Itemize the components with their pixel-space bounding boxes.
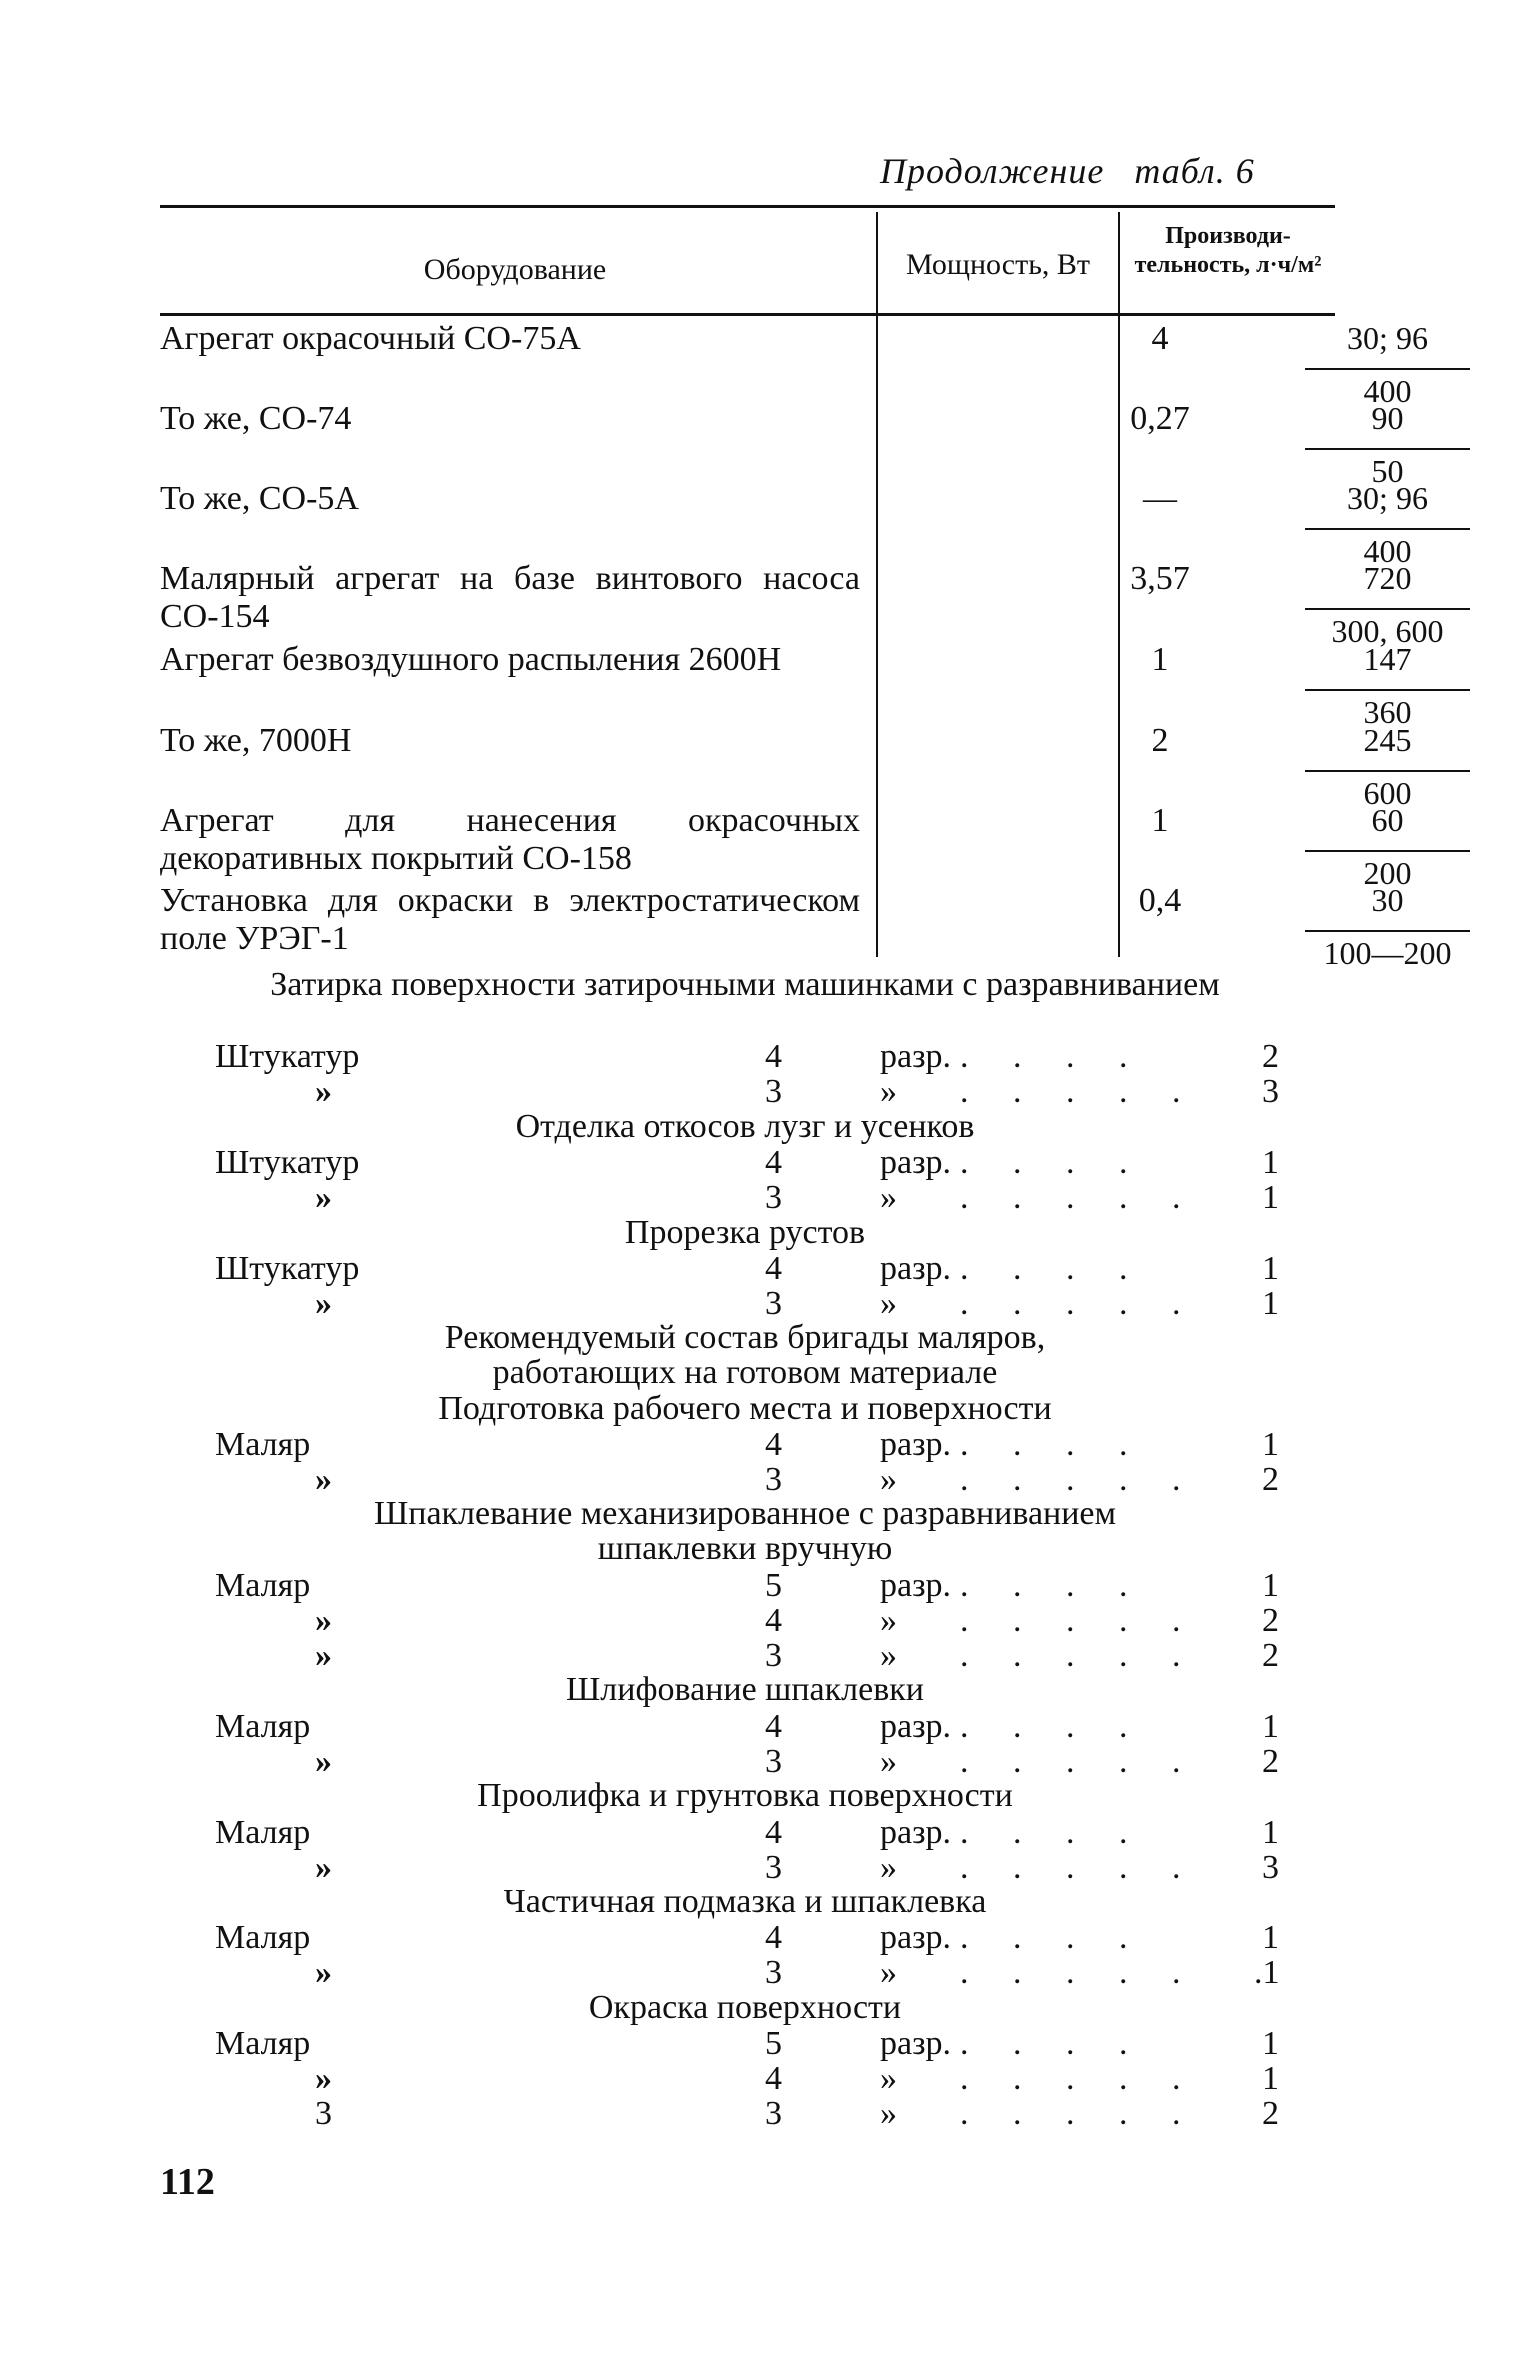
fraction-line: [1305, 689, 1470, 691]
equipment-name: То же, СО-5А: [160, 480, 359, 517]
leader-dots: . . . . .: [960, 1637, 1199, 1674]
equipment-name: Агрегат окрасочный СО-75А: [160, 320, 581, 357]
worker-count: 2: [1262, 1602, 1279, 1639]
worker-name: Маляр: [215, 1814, 311, 1851]
worker-name: Маляр: [215, 1426, 311, 1463]
table-caption: Продолжение табл. 6: [880, 151, 1255, 191]
table-row: [160, 480, 1428, 569]
worker-count: 2: [1262, 1743, 1279, 1780]
worker-row: [0, 1814, 1536, 1849]
leader-dots: . . . . .: [960, 1954, 1199, 1991]
productivity-bottom: 200: [1363, 855, 1412, 891]
table-row: [160, 882, 1452, 971]
fraction-line: [1305, 368, 1470, 370]
worker-name: »: [315, 1954, 332, 1991]
worker-row: [0, 1849, 1536, 1884]
leader-dots: . . . . .: [960, 2060, 1199, 2097]
productivity-bottom: 50: [1371, 453, 1404, 489]
header-bottom-rule: [160, 313, 1335, 316]
worker-count: 2: [1262, 2095, 1279, 2132]
worker-grade: 4: [765, 1708, 782, 1745]
worker-name: »: [315, 1073, 332, 1110]
productivity-top: 30; 96: [1347, 480, 1428, 516]
worker-grade: 3: [765, 1849, 782, 1886]
productivity-top: 90: [1371, 400, 1404, 436]
table-row: [160, 722, 1412, 811]
productivity-bottom: 400: [1363, 533, 1412, 569]
worker-row: [0, 1426, 1536, 1461]
worker-count: 1: [1262, 1250, 1279, 1287]
worker-unit: »: [880, 1179, 897, 1216]
productivity-top: 30: [1371, 882, 1404, 918]
power-value: 1: [1151, 641, 1169, 678]
worker-count: 1: [1262, 1426, 1279, 1463]
worker-unit: »: [880, 1954, 897, 1991]
table-row: [160, 320, 1428, 409]
worker-count: 1: [1262, 2060, 1279, 2097]
leader-dots: . . . . .: [960, 1179, 1199, 1216]
worker-unit: »: [880, 2095, 897, 2132]
section-title: Шпаклевание механизированное с разравниванием шпаклевки вручную: [373, 1495, 1117, 1567]
worker-name: Штукатур: [215, 1038, 360, 1075]
equipment-name: Агрегат для нанесения окрасочных декоративных покрытий СО-158: [160, 802, 860, 877]
power-value: 0,4: [1138, 882, 1182, 919]
worker-unit: »: [880, 1285, 897, 1322]
leader-dots: . . . .: [960, 1814, 1146, 1851]
worker-name: »: [315, 1743, 332, 1780]
leader-dots: . . . . .: [960, 1073, 1199, 1110]
worker-count: 1: [1262, 1144, 1279, 1181]
worker-name: »: [315, 1461, 332, 1498]
worker-count: 1: [1262, 1179, 1279, 1216]
section-title: Рекомендуемый состав бригады маляров, работающих на готовом материале: [444, 1319, 1046, 1391]
worker-row: [0, 1602, 1536, 1637]
power-value: 1: [1151, 802, 1169, 839]
worker-unit: »: [880, 1602, 897, 1639]
section-title: Затирка поверхности затирочными машинками с разравниванием: [270, 966, 1220, 1003]
worker-count: 1: [1262, 2025, 1279, 2062]
worker-unit: разр.: [880, 1567, 952, 1604]
power-value: 3,57: [1130, 560, 1190, 597]
worker-grade: 3: [765, 1285, 782, 1322]
worker-name: Штукатур: [215, 1144, 360, 1181]
worker-grade: 4: [765, 1814, 782, 1851]
section-title: Отделка откосов лузг и усенков: [515, 1108, 975, 1145]
leader-dots: . . . .: [960, 1250, 1146, 1287]
worker-unit: разр.: [880, 1426, 952, 1463]
worker-count: 3: [1262, 1849, 1279, 1886]
worker-name: »: [315, 1179, 332, 1216]
worker-name: »: [315, 1849, 332, 1886]
leader-dots: . . . .: [960, 1567, 1146, 1604]
worker-grade: 4: [765, 1919, 782, 1956]
power-value: 2: [1151, 722, 1169, 759]
equipment-name: Малярный агрегат на базе винтового насоса СО-154: [160, 560, 860, 635]
equipment-name: То же, 7000Н: [160, 722, 352, 759]
worker-row: [0, 1708, 1536, 1743]
worker-unit: разр.: [880, 1038, 952, 1075]
table-row: [160, 802, 1412, 891]
power-value: 0,27: [1130, 400, 1190, 437]
leader-dots: . . . . .: [960, 1602, 1199, 1639]
worker-grade: 4: [765, 1602, 782, 1639]
equipment-name: То же, СО-74: [160, 400, 352, 437]
worker-row: [0, 2060, 1536, 2095]
section-title: Шлифование шпаклевки: [566, 1671, 924, 1708]
worker-unit: разр.: [880, 1814, 952, 1851]
worker-name: Маляр: [215, 2025, 311, 2062]
fraction-line: [1305, 770, 1470, 772]
worker-count: 1: [1262, 1814, 1279, 1851]
worker-name: Маляр: [215, 1567, 311, 1604]
leader-dots: . . . .: [960, 1038, 1146, 1075]
worker-unit: разр.: [880, 2025, 952, 2062]
worker-row: [0, 1461, 1536, 1496]
worker-name: Маляр: [215, 1708, 311, 1745]
worker-count: 1: [1262, 1567, 1279, 1604]
worker-row: [0, 1250, 1536, 1285]
worker-grade: 3: [765, 1073, 782, 1110]
worker-grade: 4: [765, 1144, 782, 1181]
worker-name: »: [315, 1285, 332, 1322]
worker-grade: 3: [765, 1461, 782, 1498]
worker-row: [0, 1567, 1536, 1602]
worker-unit: »: [880, 2060, 897, 2097]
worker-grade: 5: [765, 1567, 782, 1604]
power-value: 4: [1151, 320, 1169, 357]
worker-grade: 3: [765, 2095, 782, 2132]
worker-count: .1: [1254, 1954, 1280, 1991]
section-title: Проолифка и грунтовка поверхности: [477, 1777, 1013, 1814]
worker-row: [0, 1743, 1536, 1778]
leader-dots: . . . . .: [960, 2095, 1199, 2132]
productivity-top: 30; 96: [1347, 320, 1428, 356]
worker-row: [0, 1285, 1536, 1320]
worker-grade: 4: [765, 1038, 782, 1075]
worker-count: 3: [1262, 1073, 1279, 1110]
worker-row: [0, 2025, 1536, 2060]
worker-row: [0, 1038, 1536, 1073]
leader-dots: . . . . .: [960, 1849, 1199, 1886]
table-row: [160, 641, 1412, 730]
worker-unit: разр.: [880, 1919, 952, 1956]
worker-name: »: [315, 1637, 332, 1674]
leader-dots: . . . . .: [960, 1743, 1199, 1780]
worker-name: 3: [315, 2095, 332, 2132]
productivity-bottom: 400: [1363, 373, 1412, 409]
worker-grade: 4: [765, 1250, 782, 1287]
leader-dots: . . . .: [960, 1708, 1146, 1745]
worker-name: »: [315, 2060, 332, 2097]
worker-count: 1: [1262, 1708, 1279, 1745]
header-equipment: Оборудование: [423, 253, 607, 286]
worker-grade: 3: [765, 1637, 782, 1674]
section-title: Подготовка рабочего места и поверхности: [438, 1390, 1052, 1427]
worker-count: 1: [1262, 1285, 1279, 1322]
productivity-top: 245: [1363, 722, 1412, 758]
worker-grade: 4: [765, 1426, 782, 1463]
worker-grade: 5: [765, 2025, 782, 2062]
section-title: Частичная подмазка и шпаклевка: [503, 1883, 987, 1920]
leader-dots: . . . . .: [960, 1461, 1199, 1498]
worker-grade: 3: [765, 1179, 782, 1216]
header-productivity: Производи-тельность, л·ч/м²: [1134, 223, 1322, 278]
fraction-line: [1305, 930, 1470, 932]
worker-unit: разр.: [880, 1708, 952, 1745]
power-value: —: [1143, 480, 1177, 517]
leader-dots: . . . . .: [960, 1285, 1199, 1322]
productivity-top: 147: [1363, 641, 1412, 677]
productivity-bottom: 600: [1363, 775, 1412, 811]
worker-grade: 3: [765, 1954, 782, 1991]
worker-name: Маляр: [215, 1919, 311, 1956]
worker-row: [0, 1073, 1536, 1108]
table-row: [160, 400, 1404, 489]
leader-dots: . . . .: [960, 1426, 1146, 1463]
fraction-line: [1305, 528, 1470, 530]
worker-row: [0, 1954, 1536, 1989]
worker-count: 2: [1262, 1637, 1279, 1674]
worker-unit: »: [880, 1637, 897, 1674]
worker-count: 1: [1262, 1919, 1279, 1956]
worker-row: [0, 2095, 1536, 2130]
productivity-top: 720: [1363, 560, 1412, 596]
table-row: [160, 560, 1444, 649]
productivity-top: 60: [1371, 802, 1404, 838]
page-number: 112: [160, 2161, 215, 2203]
table-top-rule: [160, 205, 1335, 208]
productivity-bottom: 360: [1363, 694, 1412, 730]
worker-unit: разр.: [880, 1250, 952, 1287]
productivity-bottom: 100—200: [1323, 935, 1452, 971]
worker-row: [0, 1179, 1536, 1214]
worker-count: 2: [1262, 1038, 1279, 1075]
worker-row: [0, 1144, 1536, 1179]
leader-dots: . . . .: [960, 2025, 1146, 2062]
productivity-bottom: 300, 600: [1331, 613, 1444, 649]
section-title: Окраска поверхности: [588, 1989, 902, 2026]
worker-name: »: [315, 1602, 332, 1639]
worker-row: [0, 1919, 1536, 1954]
worker-grade: 4: [765, 2060, 782, 2097]
fraction-line: [1305, 608, 1470, 610]
fraction-line: [1305, 448, 1470, 450]
section-title: Прорезка рустов: [624, 1214, 866, 1251]
worker-unit: »: [880, 1849, 897, 1886]
equipment-name: Агрегат безвоздушного распыления 2600Н: [160, 641, 782, 678]
worker-grade: 3: [765, 1743, 782, 1780]
leader-dots: . . . .: [960, 1144, 1146, 1181]
worker-count: 2: [1262, 1461, 1279, 1498]
header-power: Мощность, Вт: [905, 248, 1091, 281]
equipment-name: Установка для окраски в электростатическом поле УРЭГ-1: [160, 882, 860, 957]
worker-unit: разр.: [880, 1144, 952, 1181]
worker-name: Штукатур: [215, 1250, 360, 1287]
fraction-line: [1305, 850, 1470, 852]
worker-unit: »: [880, 1073, 897, 1110]
worker-unit: »: [880, 1743, 897, 1780]
worker-row: [0, 1637, 1536, 1672]
worker-unit: »: [880, 1461, 897, 1498]
leader-dots: . . . .: [960, 1919, 1146, 1956]
